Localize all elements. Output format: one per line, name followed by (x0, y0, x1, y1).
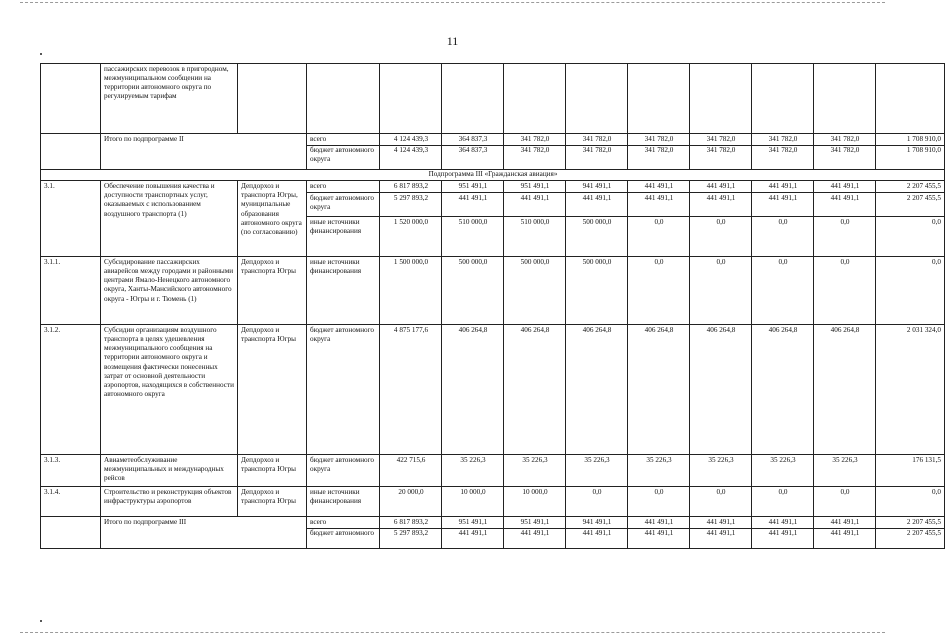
value-cell: 0,0 (814, 217, 876, 257)
value-cell: 441 491,1 (752, 181, 814, 193)
value-cell: 341 782,0 (504, 134, 566, 146)
value-cell: 441 491,1 (566, 528, 628, 548)
value-cell: 35 226,3 (814, 455, 876, 487)
value-cell: 35 226,3 (504, 455, 566, 487)
funding-source: иные источники финансирования (307, 487, 380, 517)
table-row (41, 517, 945, 529)
value-cell: 0,0 (690, 217, 752, 257)
page-number: 11 (446, 34, 459, 48)
value-cell: 406 264,8 (504, 325, 566, 455)
value-cell: 364 837,3 (442, 145, 504, 169)
value-cell: 406 264,8 (566, 325, 628, 455)
value-cell (628, 64, 690, 134)
scan-top-edge (20, 2, 885, 3)
row-name: Авиаметеобслуживание межмуниципальных и международных рейсов (101, 455, 238, 487)
row-name: Итого по подпрограмме III (101, 517, 307, 549)
value-cell: 0,0 (690, 487, 752, 517)
row-executor: Депдорхоз и транспорта Югры (238, 325, 307, 455)
value-cell: 4 124 439,3 (380, 134, 442, 146)
row-code: 3.1.4. (41, 487, 101, 517)
scan-dot-mark (40, 53, 42, 55)
value-cell: 341 782,0 (566, 145, 628, 169)
row-code: 3.1.2. (41, 325, 101, 455)
value-cell: 10 000,0 (442, 487, 504, 517)
value-cell: 341 782,0 (690, 145, 752, 169)
value-cell (442, 64, 504, 134)
value-cell: 4 124 439,3 (380, 145, 442, 169)
value-cell (752, 64, 814, 134)
value-cell: 341 782,0 (628, 134, 690, 146)
value-cell: 35 226,3 (442, 455, 504, 487)
table-row (41, 257, 945, 325)
value-cell: 2 207 455,5 (876, 181, 945, 193)
value-cell: 1 708 910,0 (876, 145, 945, 169)
value-cell: 0,0 (814, 487, 876, 517)
row-name: Субсидии организациям воздушного транспорта в целях удешевления межмуниципального сообщения на территории автономного округа и возмещения фактически понесенных затрат от основной деятельности аэропортов, находящихся в собственности автономного округа (101, 325, 238, 455)
value-cell: 0,0 (566, 487, 628, 517)
scan-dot-mark (40, 620, 42, 622)
value-cell: 2 031 324,0 (876, 325, 945, 455)
value-cell: 0,0 (814, 257, 876, 325)
value-cell: 406 264,8 (690, 325, 752, 455)
funding-source: бюджет автономного округа (307, 455, 380, 487)
value-cell: 941 491,1 (566, 517, 628, 529)
funding-source: бюджет автономного округа (307, 325, 380, 455)
funding-source: иные источники финансирования (307, 257, 380, 325)
value-cell: 6 817 893,2 (380, 517, 442, 529)
value-cell: 341 782,0 (814, 145, 876, 169)
table-body (41, 64, 945, 549)
value-cell: 441 491,1 (814, 517, 876, 529)
row-code: 3.1.1. (41, 257, 101, 325)
row-code (41, 517, 101, 549)
value-cell: 441 491,1 (814, 528, 876, 548)
row-code: 3.1. (41, 181, 101, 257)
value-cell: 0,0 (628, 217, 690, 257)
value-cell: 1 520 000,0 (380, 217, 442, 257)
row-name: Обеспечение повышения качества и доступности транспортных услуг, оказываемых с использованием воздушного транспорта (1) (101, 181, 238, 257)
scan-bottom-edge (20, 632, 885, 633)
value-cell: 5 297 893,2 (380, 528, 442, 548)
value-cell: 441 491,1 (752, 528, 814, 548)
value-cell: 441 491,1 (752, 517, 814, 529)
funding-source: всего (307, 517, 380, 529)
value-cell: 500 000,0 (442, 257, 504, 325)
value-cell: 951 491,1 (504, 517, 566, 529)
value-cell: 951 491,1 (442, 181, 504, 193)
value-cell: 2 207 455,5 (876, 193, 945, 217)
value-cell: 35 226,3 (566, 455, 628, 487)
value-cell (690, 64, 752, 134)
value-cell: 441 491,1 (690, 517, 752, 529)
value-cell: 341 782,0 (566, 134, 628, 146)
funding-source: бюджет автономного (307, 528, 380, 548)
value-cell: 441 491,1 (442, 193, 504, 217)
table-row (41, 455, 945, 487)
value-cell: 406 264,8 (442, 325, 504, 455)
value-cell (504, 64, 566, 134)
funding-source: иные источники финансирования (307, 217, 380, 257)
value-cell: 176 131,5 (876, 455, 945, 487)
value-cell: 341 782,0 (628, 145, 690, 169)
value-cell: 0,0 (876, 257, 945, 325)
table-row (41, 134, 945, 146)
row-executor: Депдорхоз и транспорта Югры (238, 487, 307, 517)
value-cell (566, 64, 628, 134)
table-row (41, 487, 945, 517)
funding-source (307, 64, 380, 134)
value-cell: 441 491,1 (442, 528, 504, 548)
value-cell: 441 491,1 (628, 181, 690, 193)
funding-source: всего (307, 134, 380, 146)
value-cell: 951 491,1 (442, 517, 504, 529)
row-name: Итого по подпрограмме II (101, 134, 307, 170)
value-cell: 341 782,0 (814, 134, 876, 146)
value-cell: 441 491,1 (628, 517, 690, 529)
row-name: пассажирских перевозок в пригородном, межмуниципальном сообщении на территории автономного округа по регулируемым тарифам (101, 64, 238, 134)
value-cell (876, 64, 945, 134)
section-title: Подпрограмма III «Гражданская авиация» (41, 169, 945, 181)
table-row (41, 325, 945, 455)
value-cell: 441 491,1 (690, 193, 752, 217)
value-cell: 441 491,1 (690, 528, 752, 548)
funding-source: бюджет автономного округа (307, 193, 380, 217)
value-cell: 500 000,0 (566, 217, 628, 257)
value-cell: 510 000,0 (504, 217, 566, 257)
value-cell: 500 000,0 (566, 257, 628, 325)
value-cell (380, 64, 442, 134)
row-name: Строительство и реконструкция объектов инфраструктуры аэропортов (101, 487, 238, 517)
value-cell: 0,0 (628, 487, 690, 517)
value-cell: 35 226,3 (690, 455, 752, 487)
value-cell: 2 207 455,5 (876, 528, 945, 548)
value-cell: 951 491,1 (504, 181, 566, 193)
row-code (41, 64, 101, 134)
row-executor: Депдорхоз и транспорта Югры (238, 257, 307, 325)
value-cell: 0,0 (628, 257, 690, 325)
value-cell: 406 264,8 (628, 325, 690, 455)
value-cell: 341 782,0 (752, 145, 814, 169)
value-cell: 406 264,8 (752, 325, 814, 455)
value-cell: 35 226,3 (628, 455, 690, 487)
value-cell: 441 491,1 (566, 193, 628, 217)
value-cell (814, 64, 876, 134)
value-cell: 422 715,6 (380, 455, 442, 487)
row-executor: Депдорхоз и транспорта Югры, муниципальные образования автономного округа (по согласованию) (238, 181, 307, 257)
value-cell: 441 491,1 (814, 193, 876, 217)
table-row (41, 181, 945, 193)
value-cell: 0,0 (752, 217, 814, 257)
value-cell: 0,0 (752, 257, 814, 325)
budget-table (40, 63, 945, 549)
value-cell: 5 297 893,2 (380, 193, 442, 217)
section-row (41, 169, 945, 181)
value-cell: 441 491,1 (504, 528, 566, 548)
row-executor: Депдорхоз и транспорта Югры (238, 455, 307, 487)
value-cell: 1 708 910,0 (876, 134, 945, 146)
value-cell: 35 226,3 (752, 455, 814, 487)
value-cell: 4 875 177,6 (380, 325, 442, 455)
value-cell: 2 207 455,5 (876, 517, 945, 529)
value-cell: 10 000,0 (504, 487, 566, 517)
value-cell: 441 491,1 (814, 181, 876, 193)
row-executor (238, 64, 307, 134)
value-cell: 6 817 893,2 (380, 181, 442, 193)
value-cell: 341 782,0 (504, 145, 566, 169)
value-cell: 20 000,0 (380, 487, 442, 517)
value-cell: 0,0 (876, 487, 945, 517)
value-cell: 441 491,1 (628, 528, 690, 548)
row-code: 3.1.3. (41, 455, 101, 487)
funding-source: бюджет автономного округа (307, 145, 380, 169)
funding-source: всего (307, 181, 380, 193)
value-cell: 0,0 (876, 217, 945, 257)
value-cell: 406 264,8 (814, 325, 876, 455)
value-cell: 0,0 (690, 257, 752, 325)
value-cell: 441 491,1 (690, 181, 752, 193)
value-cell: 941 491,1 (566, 181, 628, 193)
value-cell: 441 491,1 (504, 193, 566, 217)
value-cell: 0,0 (752, 487, 814, 517)
value-cell: 341 782,0 (752, 134, 814, 146)
value-cell: 441 491,1 (752, 193, 814, 217)
value-cell: 341 782,0 (690, 134, 752, 146)
value-cell: 500 000,0 (504, 257, 566, 325)
value-cell: 1 500 000,0 (380, 257, 442, 325)
value-cell: 510 000,0 (442, 217, 504, 257)
value-cell: 364 837,3 (442, 134, 504, 146)
row-code (41, 134, 101, 170)
value-cell: 441 491,1 (628, 193, 690, 217)
table-row (41, 64, 945, 134)
row-name: Субсидирование пассажирских авиарейсов между городами и районными центрами Ямало-Ненецкого автономного округа, Ханты-Мансийского автономного округа - Югры и г. Тюмень (1) (101, 257, 238, 325)
